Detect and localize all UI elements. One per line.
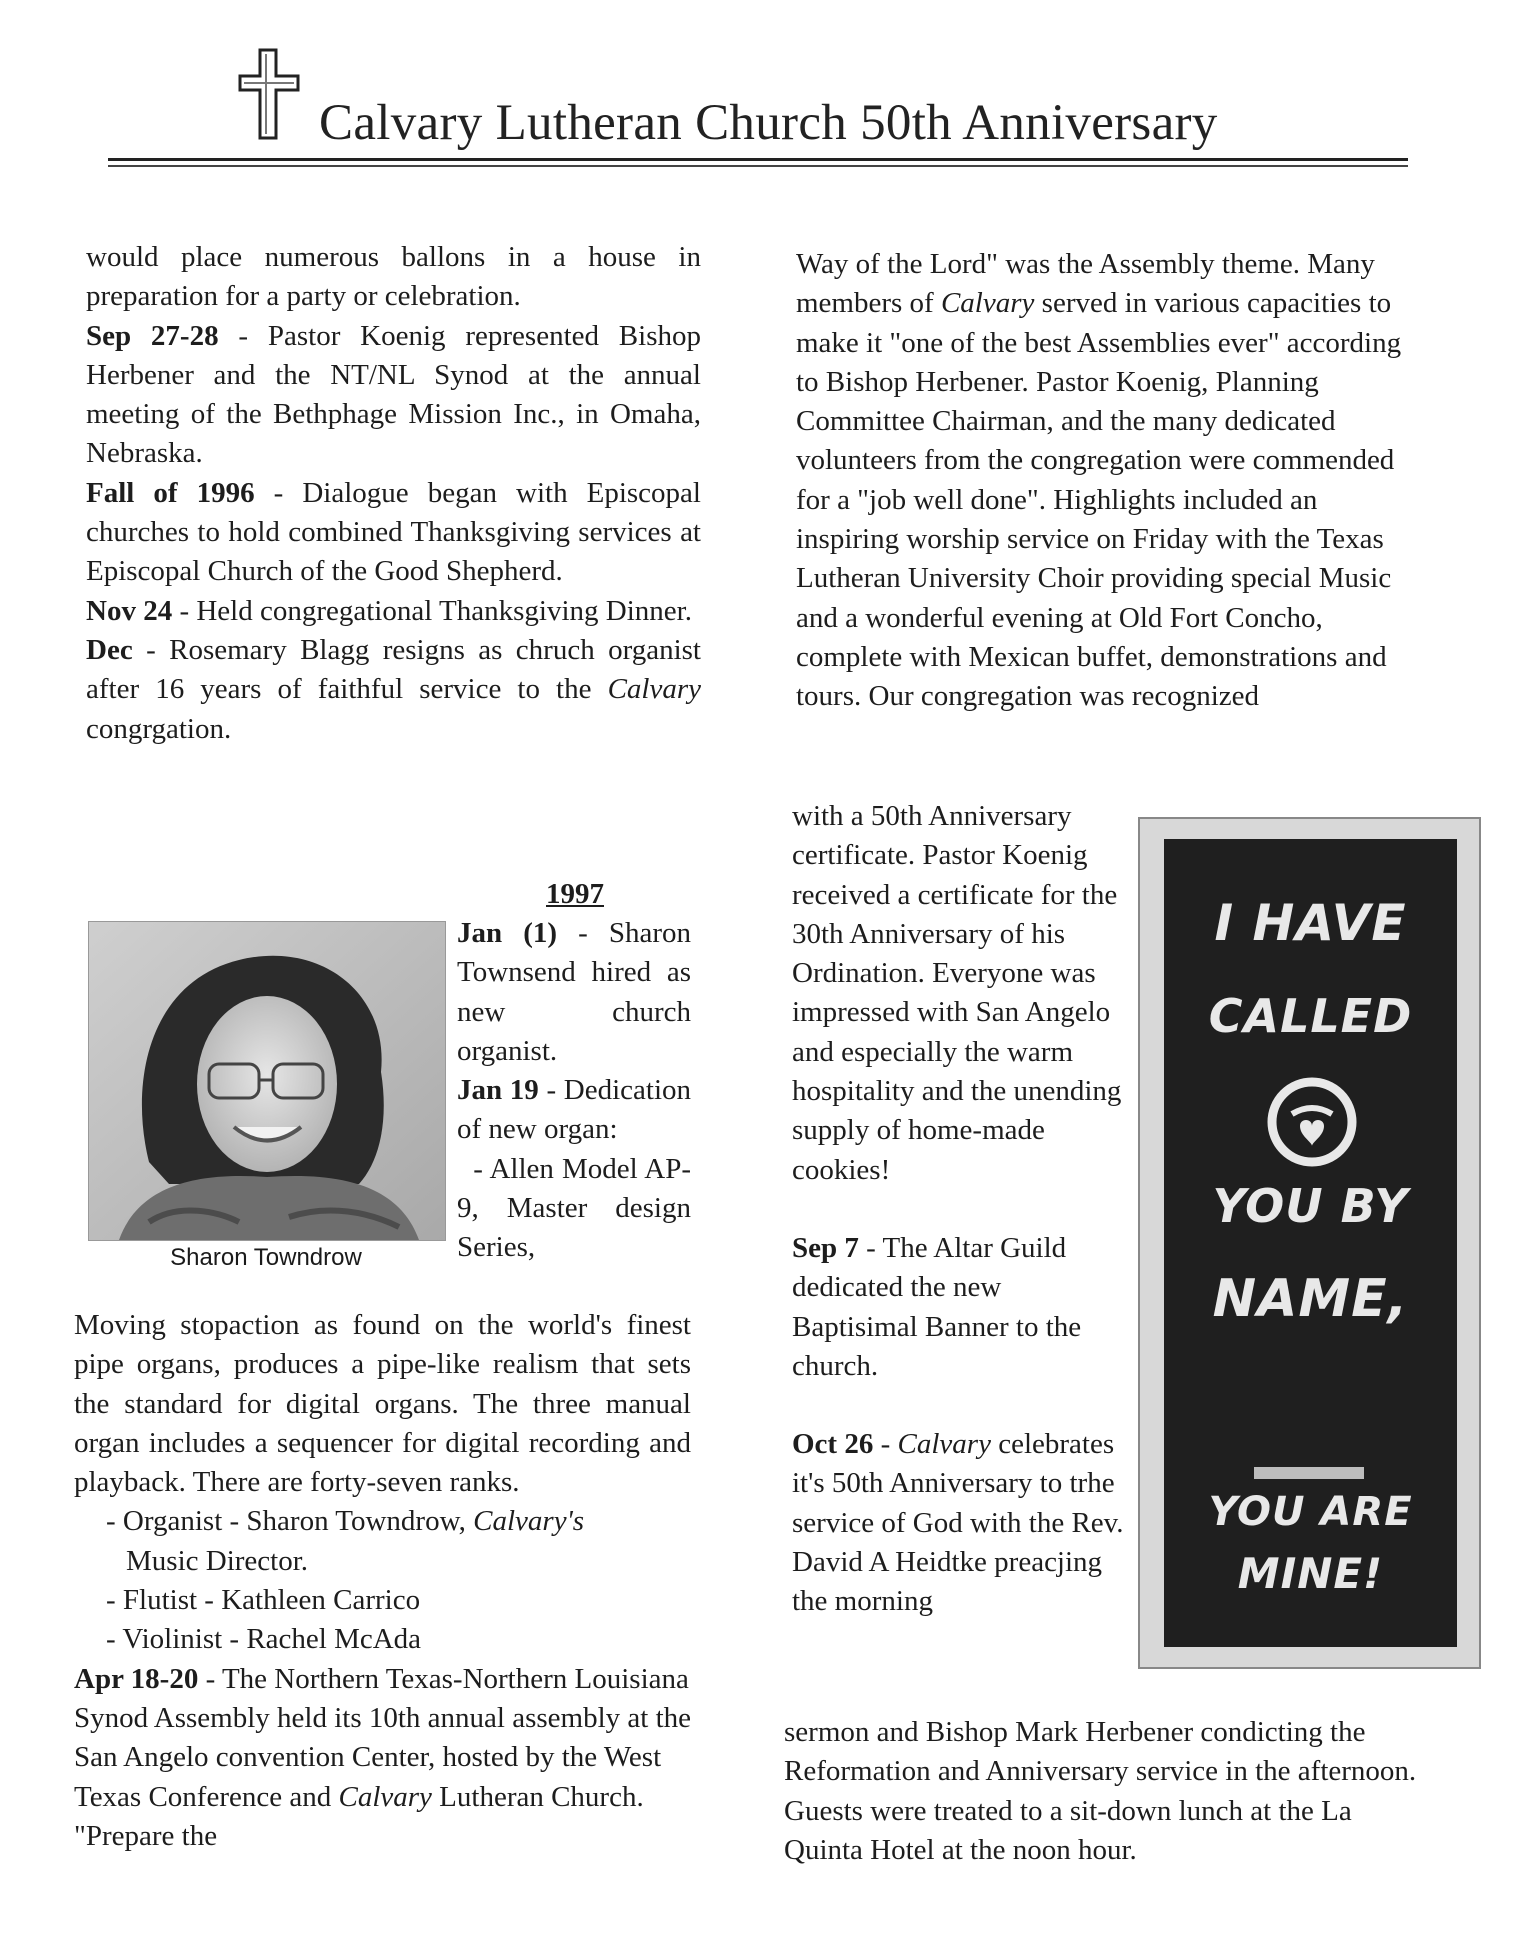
entry-text-end: congrgation. bbox=[86, 712, 232, 745]
organ-detail-b: Moving stopaction as found on the world's finest pipe organs, produces a pipe-like realism that sets the standard for digital organs. The three manual organ includes a sequencer for digital recording and playback. There are forty-seven ranks. bbox=[74, 1309, 691, 1499]
left-column-lower bbox=[74, 1306, 691, 1856]
entry-text: - Held congregational Thanksgiving Dinner. bbox=[172, 594, 692, 627]
entry-text: celebrates it's 50th Anniversary to trhe service of God with the Rev. David A Heidtke preacjing the morning bbox=[792, 1428, 1124, 1618]
entry-text: - Sharon Townsend hired as new church organist. bbox=[457, 917, 691, 1067]
calvary-italic: Calvary bbox=[897, 1428, 991, 1461]
organ-detail-a: - Allen Model AP-9, Master design Series, bbox=[457, 1152, 699, 1264]
paragraph bbox=[796, 245, 1416, 717]
paragraph: with a 50th Anniversary certificate. Pastor Koenig received a certificate for the 30th Anniversary of his Ordination. Everyone was impressed with San Angelo and especially the warm hospitality and the unending supply of home-made cookies! bbox=[792, 800, 1122, 1186]
header-rule bbox=[108, 158, 1408, 161]
entry-date: Apr 18-20 bbox=[74, 1662, 199, 1695]
banner-line: CALLED bbox=[1208, 989, 1413, 1043]
banner-cloth bbox=[1164, 839, 1457, 1647]
banner-line: NAME, bbox=[1212, 1269, 1409, 1329]
organist-text: - Organist - Sharon Towndrow, bbox=[106, 1505, 474, 1538]
banner-line: I HAVE bbox=[1214, 894, 1407, 952]
page-header bbox=[108, 40, 1408, 175]
banner-line: YOU ARE bbox=[1208, 1489, 1413, 1535]
entry-text: - Pastor Koenig represented Bishop Herbener and the NT/NL Synod at the annual meeting of the Bethphage Mission Inc., in Omaha, Nebraska. bbox=[86, 319, 701, 470]
entry-text: - Dialogue began with Episcopal churches to hold combined Thanksgiving services at Episcopal Church of the Good Shepherd. bbox=[86, 476, 701, 588]
right-column-bottom bbox=[784, 1713, 1424, 1870]
calvary-italic: Calvary bbox=[607, 673, 701, 706]
baptismal-banner-photo bbox=[1138, 817, 1481, 1669]
organist-line-2: Music Director. bbox=[126, 1544, 309, 1577]
entry-text: - Rosemary Blagg resigns as chruch organist after 16 years of faithful service to the bbox=[86, 633, 701, 706]
spacer bbox=[792, 1386, 1134, 1425]
paragraph: would place numerous ballons in a house in preparation for a party or celebration. bbox=[86, 241, 701, 313]
paragraph: sermon and Bishop Mark Herbener condicting the Reformation and Anniversary service in the afternoon. Guests were treated to a sit-down lunch at the La Quinta Hotel at the noon hour. bbox=[784, 1716, 1417, 1866]
entry-nov-24 bbox=[86, 592, 701, 631]
flutist-line: - Flutist - Kathleen Carrico bbox=[106, 1584, 421, 1617]
paragraph-text: Way of the Lord" was the Assembly theme. Many members of bbox=[796, 248, 1375, 320]
entry-text: - The Northern Texas-Northern Louisiana Synod Assembly held its 10th annual assembly at the San Angelo convention Center, hosted by the West Texas Conference and bbox=[74, 1662, 692, 1813]
cross-icon bbox=[236, 46, 302, 142]
right-column-beside-banner bbox=[792, 797, 1134, 1622]
entry-date: Sep 7 bbox=[792, 1231, 859, 1264]
entry-oct-26 bbox=[792, 1425, 1134, 1621]
entry-text: - The Altar Guild dedicated the new Baptisimal Banner to the church. bbox=[792, 1231, 1082, 1382]
calvary-italic: Calvary bbox=[338, 1780, 432, 1813]
entry-apr-18-20 bbox=[74, 1660, 691, 1856]
photo-caption: Sharon Towndrow bbox=[170, 1244, 362, 1271]
entry-separator: - bbox=[873, 1428, 898, 1461]
page-title: Calvary Lutheran Church 50th Anniversary bbox=[319, 95, 1218, 151]
calvary-italic: Calvary bbox=[940, 287, 1035, 320]
entry-text-end: Lutheran Church. "Prepare the bbox=[74, 1780, 644, 1852]
entry-date: Oct 26 bbox=[792, 1428, 874, 1461]
entry-jan-19 bbox=[457, 1071, 691, 1150]
spacer bbox=[792, 1190, 1134, 1229]
header-rule-thin bbox=[108, 165, 1408, 167]
left-column-top bbox=[86, 238, 701, 749]
paragraph-text: served in various capacities to make it "one of the best Assemblies ever" according to Bishop Herbener. Pastor Koenig, Planning Committee Chairman, and the many dedicated volunteers from the congregation were commended for a "job well done". Highlights included an inspiring worship service on Friday with the Texas Lutheran University Choir providing special Music and a wonderful evening at Old Fort Concho, complete with Mexican buffet, demonstrations and tours. Our congregation was recognized bbox=[796, 287, 1402, 713]
entry-dec bbox=[86, 631, 701, 749]
banner-line: MINE! bbox=[1237, 1549, 1384, 1598]
entry-date: Jan 19 bbox=[457, 1074, 539, 1107]
organist-line bbox=[74, 1502, 691, 1541]
entry-date: Sep 27-28 bbox=[86, 319, 219, 352]
entry-date: Fall of 1996 bbox=[86, 476, 255, 509]
entry-fall-1996 bbox=[86, 474, 701, 592]
entry-sep-7 bbox=[792, 1229, 1134, 1386]
year-label: 1997 bbox=[546, 878, 604, 910]
calvary-italic: Calvary's bbox=[473, 1505, 585, 1538]
portrait-image bbox=[89, 922, 445, 1240]
violinist-line: - Violinist - Rachel McAda bbox=[106, 1623, 422, 1656]
year-heading bbox=[546, 875, 604, 914]
right-column-top bbox=[796, 245, 1416, 717]
entry-text: - Dedication of new organ: bbox=[457, 1074, 691, 1146]
dove-heart-icon bbox=[1264, 1074, 1360, 1170]
portrait-photo bbox=[88, 921, 446, 1241]
banner-stripe bbox=[1254, 1467, 1364, 1479]
entry-sep-27-28 bbox=[86, 317, 701, 474]
banner-line: YOU BY bbox=[1212, 1179, 1409, 1233]
entry-date: Jan (1) bbox=[457, 917, 558, 949]
jan-entries bbox=[457, 914, 699, 1268]
entry-date: Dec bbox=[86, 633, 133, 666]
entry-jan-1 bbox=[457, 914, 691, 1071]
entry-date: Nov 24 bbox=[86, 594, 173, 627]
